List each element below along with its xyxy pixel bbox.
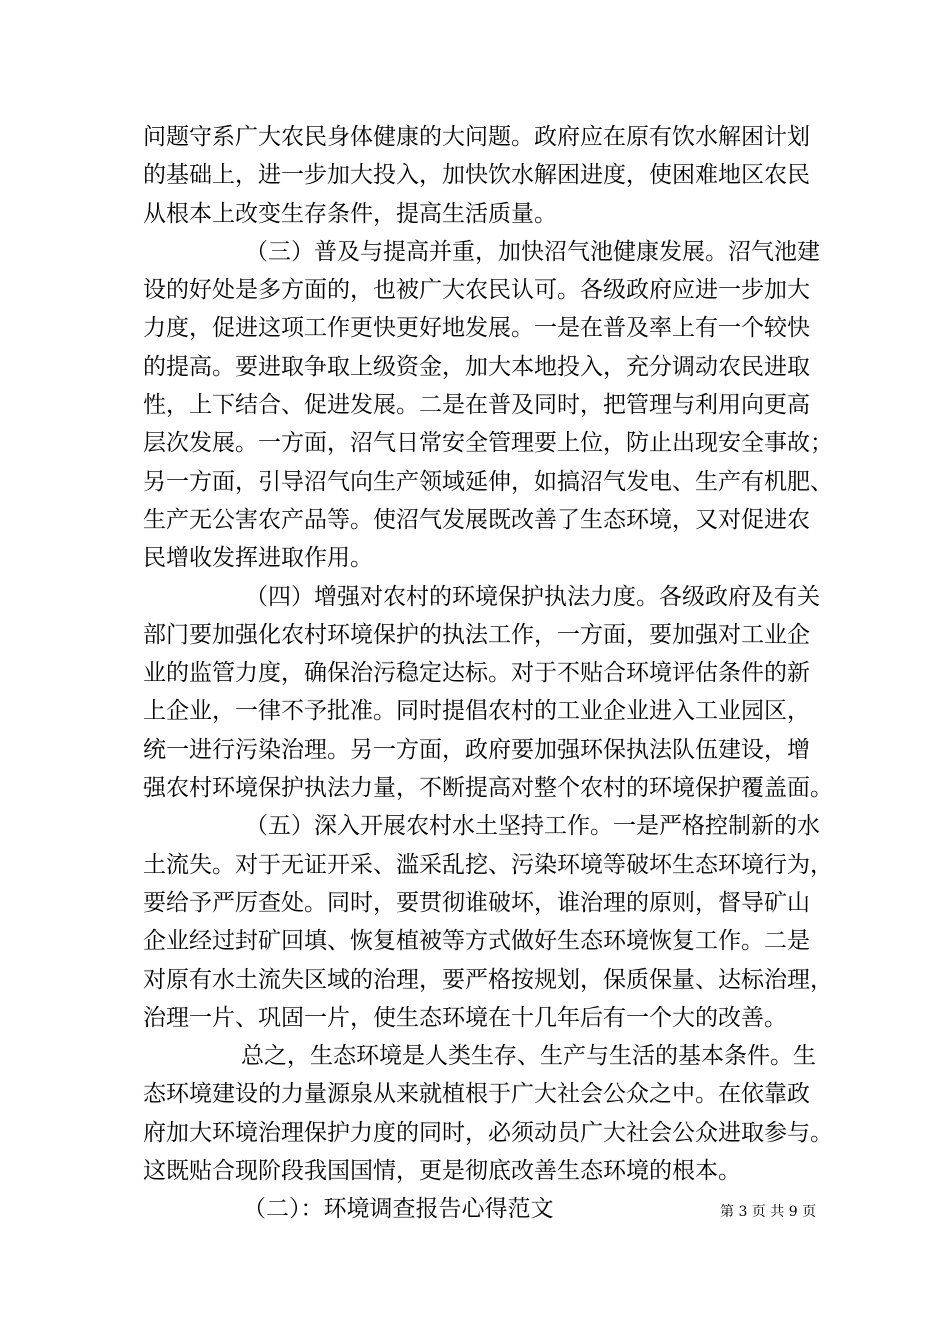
text-line: 的基础上，进一步加大投入，加快饮水解困进度，使困难地区农民 — [143, 162, 810, 189]
text-line: 企业经过封矿回填、恢复植被等方式做好生态环境恢复工作。二是 — [143, 928, 810, 955]
text-line: 治理一片、巩固一片，使生态环境在十几年后有一个大的改善。 — [143, 1004, 787, 1031]
text-line: 对原有水土流失区域的治理，要严格按规划，保质保量、达标治理， — [143, 966, 833, 993]
text-line: 这既贴合现阶段我国国情，更是彻底改善生态环境的根本。 — [143, 1158, 741, 1185]
text-line: 力度，促进这项工作更快更好地发展。一是在普及率上有一个较快 — [143, 315, 810, 342]
conclusion-line: 总之，生态环境是人类生存、生产与生活的基本条件。生 — [241, 1043, 816, 1070]
text-line: 业的监管力度，确保治污稳定达标。对于不贴合环境评估条件的新 — [143, 660, 810, 687]
text-line: 层次发展。一方面，沼气日常安全管理要上位，防止出现安全事故； — [143, 430, 833, 457]
text-line: 统一进行污染治理。另一方面，政府要加强环保执法队伍建设，增 — [143, 736, 810, 763]
text-line: 要给予严厉查处。同时，要贯彻谁破坏，谁治理的原则，督导矿山 — [143, 889, 810, 916]
text-line: 从根本上改变生存条件，提高生活质量。 — [143, 200, 557, 227]
text-line: 上企业，一律不予批准。同时提倡农村的工业企业进入工业园区， — [143, 698, 810, 725]
text-line: 另一方面，引导沼气向生产领域延伸，如搞沼气发电、生产有机肥、 — [143, 468, 833, 495]
text-line: 设的好处是多方面的，也被广大农民认可。各级政府应进一步加大 — [143, 277, 810, 304]
page-indicator: 第 3 页 共 9 页 — [720, 1204, 817, 1220]
text-line: 态环境建设的力量源泉从来就植根于广大社会公众之中。在依靠政 — [143, 1081, 810, 1108]
text-line: 性，上下结合、促进发展。二是在普及同时，把管理与利用向更高 — [143, 392, 810, 419]
section-heading-line: （四）增强对农村的环境保护执法力度。各级政府及有关 — [245, 583, 820, 610]
text-line: 府加大环境治理保护力度的同时，必须动员广大社会公众进取参与。 — [143, 1119, 833, 1146]
body-text — [143, 118, 833, 1229]
next-section-title: （二）：环境调查报告心得范文 — [243, 1196, 554, 1223]
text-line: 土流失。对于无证开采、滥采乱挖、污染环境等破坏生态环境行为， — [143, 851, 833, 878]
text-line: 强农村环境保护执法力量，不断提高对整个农村的环境保护覆盖面。 — [143, 775, 833, 802]
text-line: 的提高。要进取争取上级资金，加大本地投入，充分调动农民进取 — [143, 353, 810, 380]
section-heading-line: （三）普及与提高并重，加快沼气池健康发展。沼气池建 — [245, 238, 820, 265]
text-line: 生产无公害农产品等。使沼气发展既改善了生态环境，又对促进农 — [143, 506, 810, 533]
text-line: 部门要加强化农村环境保护的执法工作，一方面，要加强对工业企 — [143, 621, 810, 648]
text-line: 问题守系广大农民身体健康的大问题。政府应在原有饮水解困计划 — [143, 124, 810, 150]
section-heading-line: （五）深入开展农村水土坚持工作。一是严格控制新的水 — [245, 813, 820, 840]
text-line: 民增收发挥进取作用。 — [143, 545, 373, 572]
